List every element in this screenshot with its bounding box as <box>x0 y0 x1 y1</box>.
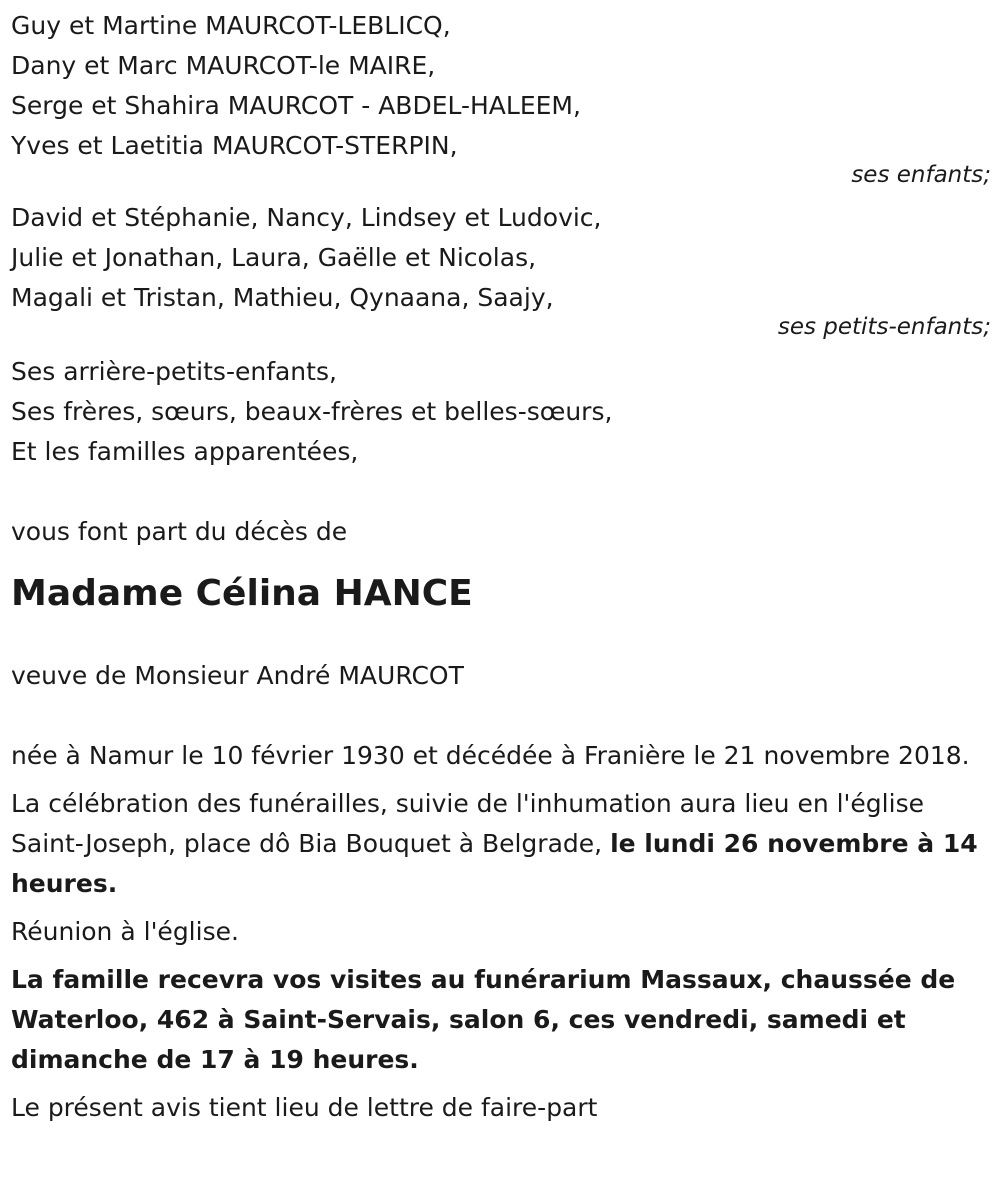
deceased-name: Madame Célina HANCE <box>11 573 473 614</box>
grandchild-line: Magali et Tristan, Mathieu, Qynaana, Saajy, <box>11 283 554 312</box>
children-role: ses enfants; <box>851 162 991 188</box>
children-block <box>11 0 989 190</box>
child-line: Dany et Marc MAURCOT-le MAIRE, <box>11 51 436 80</box>
relative-line: Et les familles apparentées, <box>11 437 359 466</box>
closing-text: Le présent avis tient lieu de lettre de faire-part <box>11 1093 598 1122</box>
grandchild-line: David et Stéphanie, Nancy, Lindsey et Ludovic, <box>11 203 602 232</box>
grandchildren-role: ses petits-enfants; <box>777 314 991 340</box>
visits-text: La famille recevra vos visites au funérarium Massaux, chaussée de Waterloo, 462 à Saint-Servais, salon 6, ces vendredi, samedi et dimanche de 17 à 19 heures. <box>11 965 956 1074</box>
others-block <box>11 352 989 472</box>
child-line: Yves et Laetitia MAURCOT-STERPIN, <box>11 131 458 160</box>
ceremony-paragraph <box>11 784 989 904</box>
grandchild-line: Julie et Jonathan, Laura, Gaëlle et Nicolas, <box>11 243 537 272</box>
child-line: Guy et Martine MAURCOT-LEBLICQ, <box>11 11 451 40</box>
widow-of-text: veuve de Monsieur André MAURCOT <box>11 661 464 690</box>
relative-line: Ses arrière-petits-enfants, <box>11 357 337 386</box>
relative-line: Ses frères, sœurs, beaux-frères et belles-sœurs, <box>11 397 613 426</box>
announcement-text: vous font part du décès de <box>11 517 348 546</box>
ceremony-date: le lundi 26 novembre à 14 heures. <box>11 829 978 898</box>
child-line: Serge et Shahira MAURCOT - ABDEL-HALEEM, <box>11 91 581 120</box>
reunion-text: Réunion à l'église. <box>11 917 239 946</box>
birth-death-text: née à Namur le 10 février 1930 et décédée à Franière le 21 novembre 2018. <box>11 741 970 770</box>
ceremony-text: La célébration des funérailles, suivie de l'inhumation aura lieu en l'église Saint-Joseph, place dô Bia Bouquet à Belgrade, <box>11 789 924 858</box>
grandchildren-block <box>11 198 989 342</box>
